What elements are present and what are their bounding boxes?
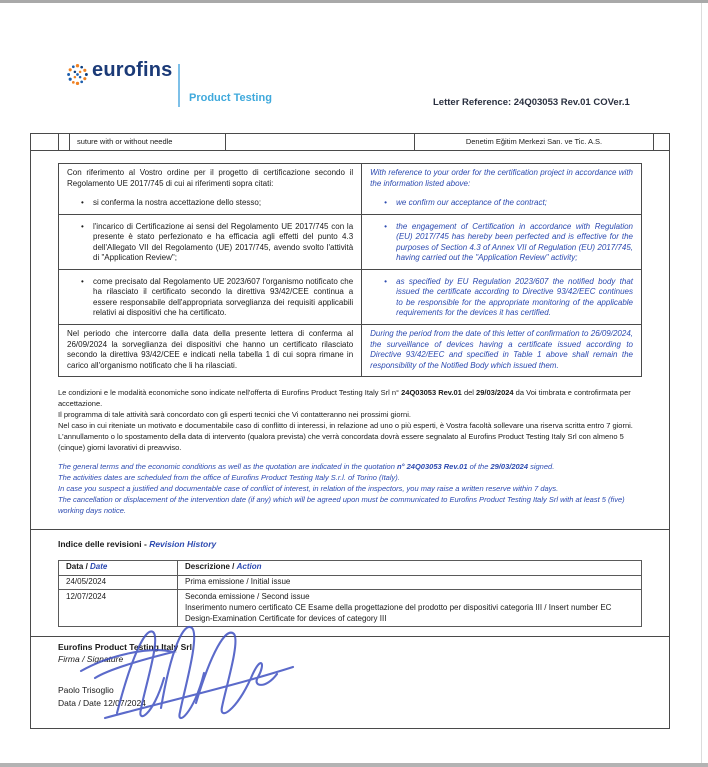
bullet-text: si conferma la nostra accettazione dello stesso; [93,198,262,208]
bullet-item [67,222,353,264]
table-row-regulation-2023-607 [59,269,642,324]
heading-english: Revision History [149,538,217,549]
scan-edge-top [0,0,708,3]
bullet-marker: • [81,221,84,231]
bullet-item [67,277,353,319]
bullet-marker: • [81,198,84,208]
note-line: In case you suspect a justified and documentable case of conflict of interest, in relation of the inspectors, you may raise a written reserve within 7 days. [58,484,559,494]
cell-empty-middle [226,134,415,150]
header-desc-it: Descrizione / [185,562,235,572]
note-line [58,388,642,410]
note-line [58,462,642,473]
quotation-number: 24Q03053 Rev.01 [401,388,462,398]
bullet-marker: • [81,276,84,286]
note-text: da Voi timbrata e controfirmata per accettazione. [58,388,631,409]
note-text: signed. [528,462,555,472]
letter-reference: Letter Reference: 24Q03053 Rev.01 COVer.1 [433,97,630,108]
paragraph-intro-it: Con riferimento al Vostro ordine per il progetto di certificazione secondo il Regolamento UE 2017/745 di cui ai riferimenti sopra citati: [67,168,354,188]
table-row-surveillance-period [59,325,642,377]
revision-history-table [58,560,642,627]
revision-description-line: Inserimento numero certificato CE Esame della progettazione del prodotto per dispositivi categoria III / Insert number EC Design-Examination Certificate for devices of category III [185,602,612,623]
quotation-date: 29/03/2024 [476,388,514,398]
table-row-acceptance [59,164,642,215]
note-text: The general terms and the economic conditions as well as the quotation are indicated in the quotation [58,462,397,472]
cell-empty-left [58,134,70,150]
note-text: Le condizioni e le modalità economiche sono indicate nell'offerta di Eurofins Product Testing Italy Srl n° [58,388,402,398]
revision-row [59,575,642,590]
cell-english: During the period from the date of this letter of confirmation to 26/09/2024, the surveillance of devices having a certificate issued according to Directive 93/42/EEC and specified in Table 1 above shall remain the responsibility of the Notified Body which issued them. [362,325,642,377]
cell-english [362,269,642,324]
quotation-number: n° 24Q03053 Rev.01 [396,462,468,472]
document-frame [30,133,670,729]
revision-date: 24/05/2024 [59,575,178,590]
column-header-description [178,560,642,575]
bullet-item [370,277,633,319]
revision-history-heading [58,539,642,549]
signer-name: Paolo Trisoglio [58,684,114,695]
revision-row [59,590,642,626]
scan-edge-bottom [0,763,708,767]
revision-description [178,590,642,626]
note-line: The activities dates are scheduled from the office of Eurofins Product Testing Italy S.r.l. of Torino (Italy). [58,473,400,483]
scan-edge-right [701,3,702,763]
notes-italian [58,388,642,453]
signature-date: Data / Date 12/07/2024 [58,697,146,708]
bullet-item [370,198,633,209]
continued-table-cells [58,134,654,150]
bullet-item [370,222,633,264]
cell-company-name: Denetim Eğitim Merkezi San. ve Tic. A.S. [415,134,654,150]
product-testing-label: Product Testing [189,92,272,104]
certification-confirmation-table [58,163,642,377]
bullet-marker: • [384,221,387,231]
revision-date: 12/07/2024 [59,590,178,626]
note-text: of the [467,462,491,472]
notes-english [58,462,642,516]
bullet-marker: • [384,276,387,286]
continued-table-row [31,134,669,151]
header-desc-en: Action [236,562,262,572]
signature-label: Firma / Signature [58,653,124,664]
note-line: L'annullamento o lo spostamento della data di intervento (qualora prevista) che verrà concordata dovrà essere segnalato al Eurofins Product Testing Italy Srl con almeno 5 (cinque) giorni lavorativi di preavviso. [58,431,624,452]
signature-section [31,636,669,728]
quotation-date: 29/03/2024 [490,462,529,472]
revision-description: Prima emissione / Initial issue [178,575,642,590]
header-date-en: Date [90,562,108,572]
note-line: Nel caso in cui riteniate un motivato e documentabile caso di conflitto di interessi, in relazione ad uno o più esperti, è Vostra facoltà sollevare una riserva scritta entro 7 giorni. [58,420,633,430]
bullet-item [67,198,353,209]
bullet-text: as specified by EU Regulation 2023/607 the notified body that issued the certificate according to Directive 93/42/EEC continues to be responsible for the appropriate monitoring of the applicable requirements for the devices it has certified. [396,276,633,318]
cell-english [362,164,642,215]
cell-italian: Nel periodo che intercorre dalla data della presente lettera di conferma al 26/09/2024 la sorveglianza dei dispositivi che hanno un certificato rilasciato secondo la direttiva 93/42/CEE e indicati nella tabella 1 di cui sopra rimane in carico all'organismo notificato che li ha rilasciati. [59,325,362,377]
signing-company: Eurofins Product Testing Italy Srl [58,641,192,652]
note-text: del [461,388,477,398]
paragraph-intro-en: With reference to your order for the certification project in accordance with the information listed above: [370,168,633,188]
note-line: Il programma di tale attività sarà concordato con gli esperti tecnici che Vi contatteranno nei prossimi giorni. [58,409,411,419]
column-header-date [59,560,178,575]
bullet-marker: • [384,198,387,208]
heading-italian: Indice delle revisioni - [58,538,147,549]
cell-product-name: suture with or without needle [70,134,226,150]
eurofins-brand-text: eurofins [92,59,173,81]
cell-italian [59,214,362,269]
eurofins-logo-icon [66,63,89,86]
cell-english [362,214,642,269]
note-line: The cancellation or displacement of the intervention date (if any) which will be agreed upon must be communicated to Eurofins Product Testing Italy Srl with at least 5 (five) working days notice. [58,495,625,515]
table-row-engagement [59,214,642,269]
revision-header-row [59,560,642,575]
cell-italian [59,164,362,215]
bullet-text: we confirm our acceptance of the contract; [396,198,547,208]
bullet-text: the engagement of Certification in accordance with Regulation (EU) 2017/745 has hereby been perfected and is effective for the purposes of Section 4.3 of Annex VII of Regulation (EU) 2017/745, having carried out the "Application Review" activity; [396,221,633,263]
cell-italian [59,269,362,324]
bullet-text: come precisato dal Regolamento UE 2023/607 l'organismo notificato che ha rilasciato il certificato secondo la direttiva 93/42/CEE continua a essere responsabile dell'appropriata sorveglianza dei requisiti applicabili relativi ai dispositivi che ha certificato. [93,276,354,318]
revision-history-section [31,529,669,636]
bullet-text: l'incarico di Certificazione ai sensi del Regolamento UE 2017/745 con la presente è stato perfezionato e ha efficacia agli effetti del punto 4.3 dell'Allegato VII del Regolamento (UE) 2017/745, avendo svolto l'attività di "Application Review"; [93,221,354,263]
header-date-it: Data / [66,562,88,572]
revision-description-line: Seconda emissione / Second issue [185,591,310,601]
logo-divider-line [178,64,180,107]
